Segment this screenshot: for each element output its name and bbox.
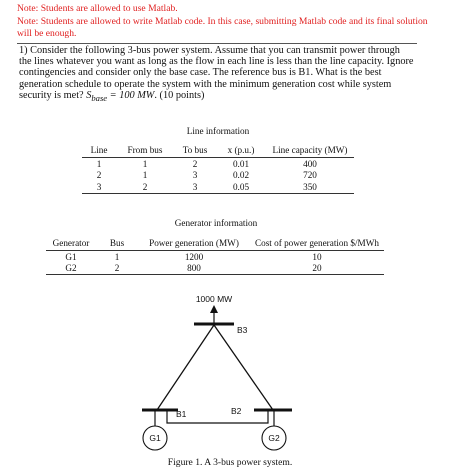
bus3-label: B3 bbox=[237, 325, 248, 335]
figure-caption: Figure 1. A 3-bus power system. bbox=[167, 457, 293, 468]
line-table-caption: Line information bbox=[186, 126, 250, 136]
table-cell: 2 bbox=[96, 263, 138, 275]
load-arrow-head bbox=[210, 305, 218, 313]
bus1-label: B1 bbox=[176, 409, 187, 419]
generator-header: Generator bbox=[46, 236, 96, 251]
table-cell: 2 bbox=[96, 170, 102, 181]
table-cell: 1 bbox=[114, 251, 120, 262]
table-cell: 720 bbox=[303, 170, 317, 181]
table-cell: 0.01 bbox=[232, 158, 250, 169]
gen-table-caption: Generator information bbox=[174, 218, 258, 228]
load-label: 1000 MW bbox=[195, 294, 233, 304]
reactance-header: x (p.u.) bbox=[216, 143, 266, 158]
table-cell: 0.05 bbox=[216, 181, 266, 193]
table-cell: 350 bbox=[266, 181, 354, 193]
note-matlab-code: Note: Students are allowed to write Matlab code. In this case, submitting Matlab code and its final solution will be enough. bbox=[17, 16, 428, 39]
gen2-label: G2 bbox=[268, 433, 280, 443]
table-cell: 3 bbox=[174, 181, 216, 193]
table-cell: 20 bbox=[250, 263, 384, 275]
bus2-label: B2 bbox=[231, 406, 242, 416]
table-cell: G2 bbox=[46, 263, 96, 275]
bus-header: Bus bbox=[96, 236, 138, 251]
question-body: 1) Consider the following 3-bus power system. Assume that you can transmit power through the lines whatever you want as long as the flow in each line is less than the line capacity. Ignore contingencies and consider only the base case. The reference bus is B1. What is the best generation schedule to operate the system with the minimum generation cost while system security is met? bbox=[19, 45, 414, 101]
table-cell: 3 bbox=[192, 170, 198, 181]
table-cell: 2 bbox=[192, 158, 198, 169]
power-generation-header: Power generation (MW) bbox=[138, 236, 250, 251]
sbase-symbol: S bbox=[86, 89, 92, 101]
table-cell: 1 bbox=[142, 170, 148, 181]
table-cell: 10 bbox=[312, 251, 322, 262]
line-b2-b3 bbox=[214, 325, 273, 410]
to-bus-header: To bus bbox=[174, 143, 216, 158]
capacity-header: Line capacity (MW) bbox=[266, 143, 354, 158]
table-cell: 1200 bbox=[184, 251, 204, 262]
table-cell: 1 bbox=[96, 158, 102, 169]
line-b1-b3 bbox=[157, 325, 214, 410]
question-points: . (10 points) bbox=[154, 89, 205, 101]
from-bus-header: From bus bbox=[116, 143, 174, 158]
table-cell: 2 bbox=[116, 181, 174, 193]
sbase-value: = 100 MW bbox=[109, 89, 155, 101]
table-cell: 0.02 bbox=[232, 170, 250, 181]
note-matlab-allowed: Note: Students are allowed to use Matlab. bbox=[17, 3, 178, 14]
cost-header: Cost of power generation $/MWh bbox=[250, 236, 384, 251]
table-cell: 400 bbox=[303, 158, 317, 169]
table-cell: 3 bbox=[82, 181, 116, 193]
line-header: Line bbox=[82, 143, 116, 158]
sbase-subscript: base bbox=[91, 92, 108, 103]
table-cell: 1 bbox=[142, 158, 148, 169]
table-cell: G1 bbox=[65, 251, 77, 262]
table-cell: 800 bbox=[138, 263, 250, 275]
gen1-label: G1 bbox=[149, 433, 161, 443]
